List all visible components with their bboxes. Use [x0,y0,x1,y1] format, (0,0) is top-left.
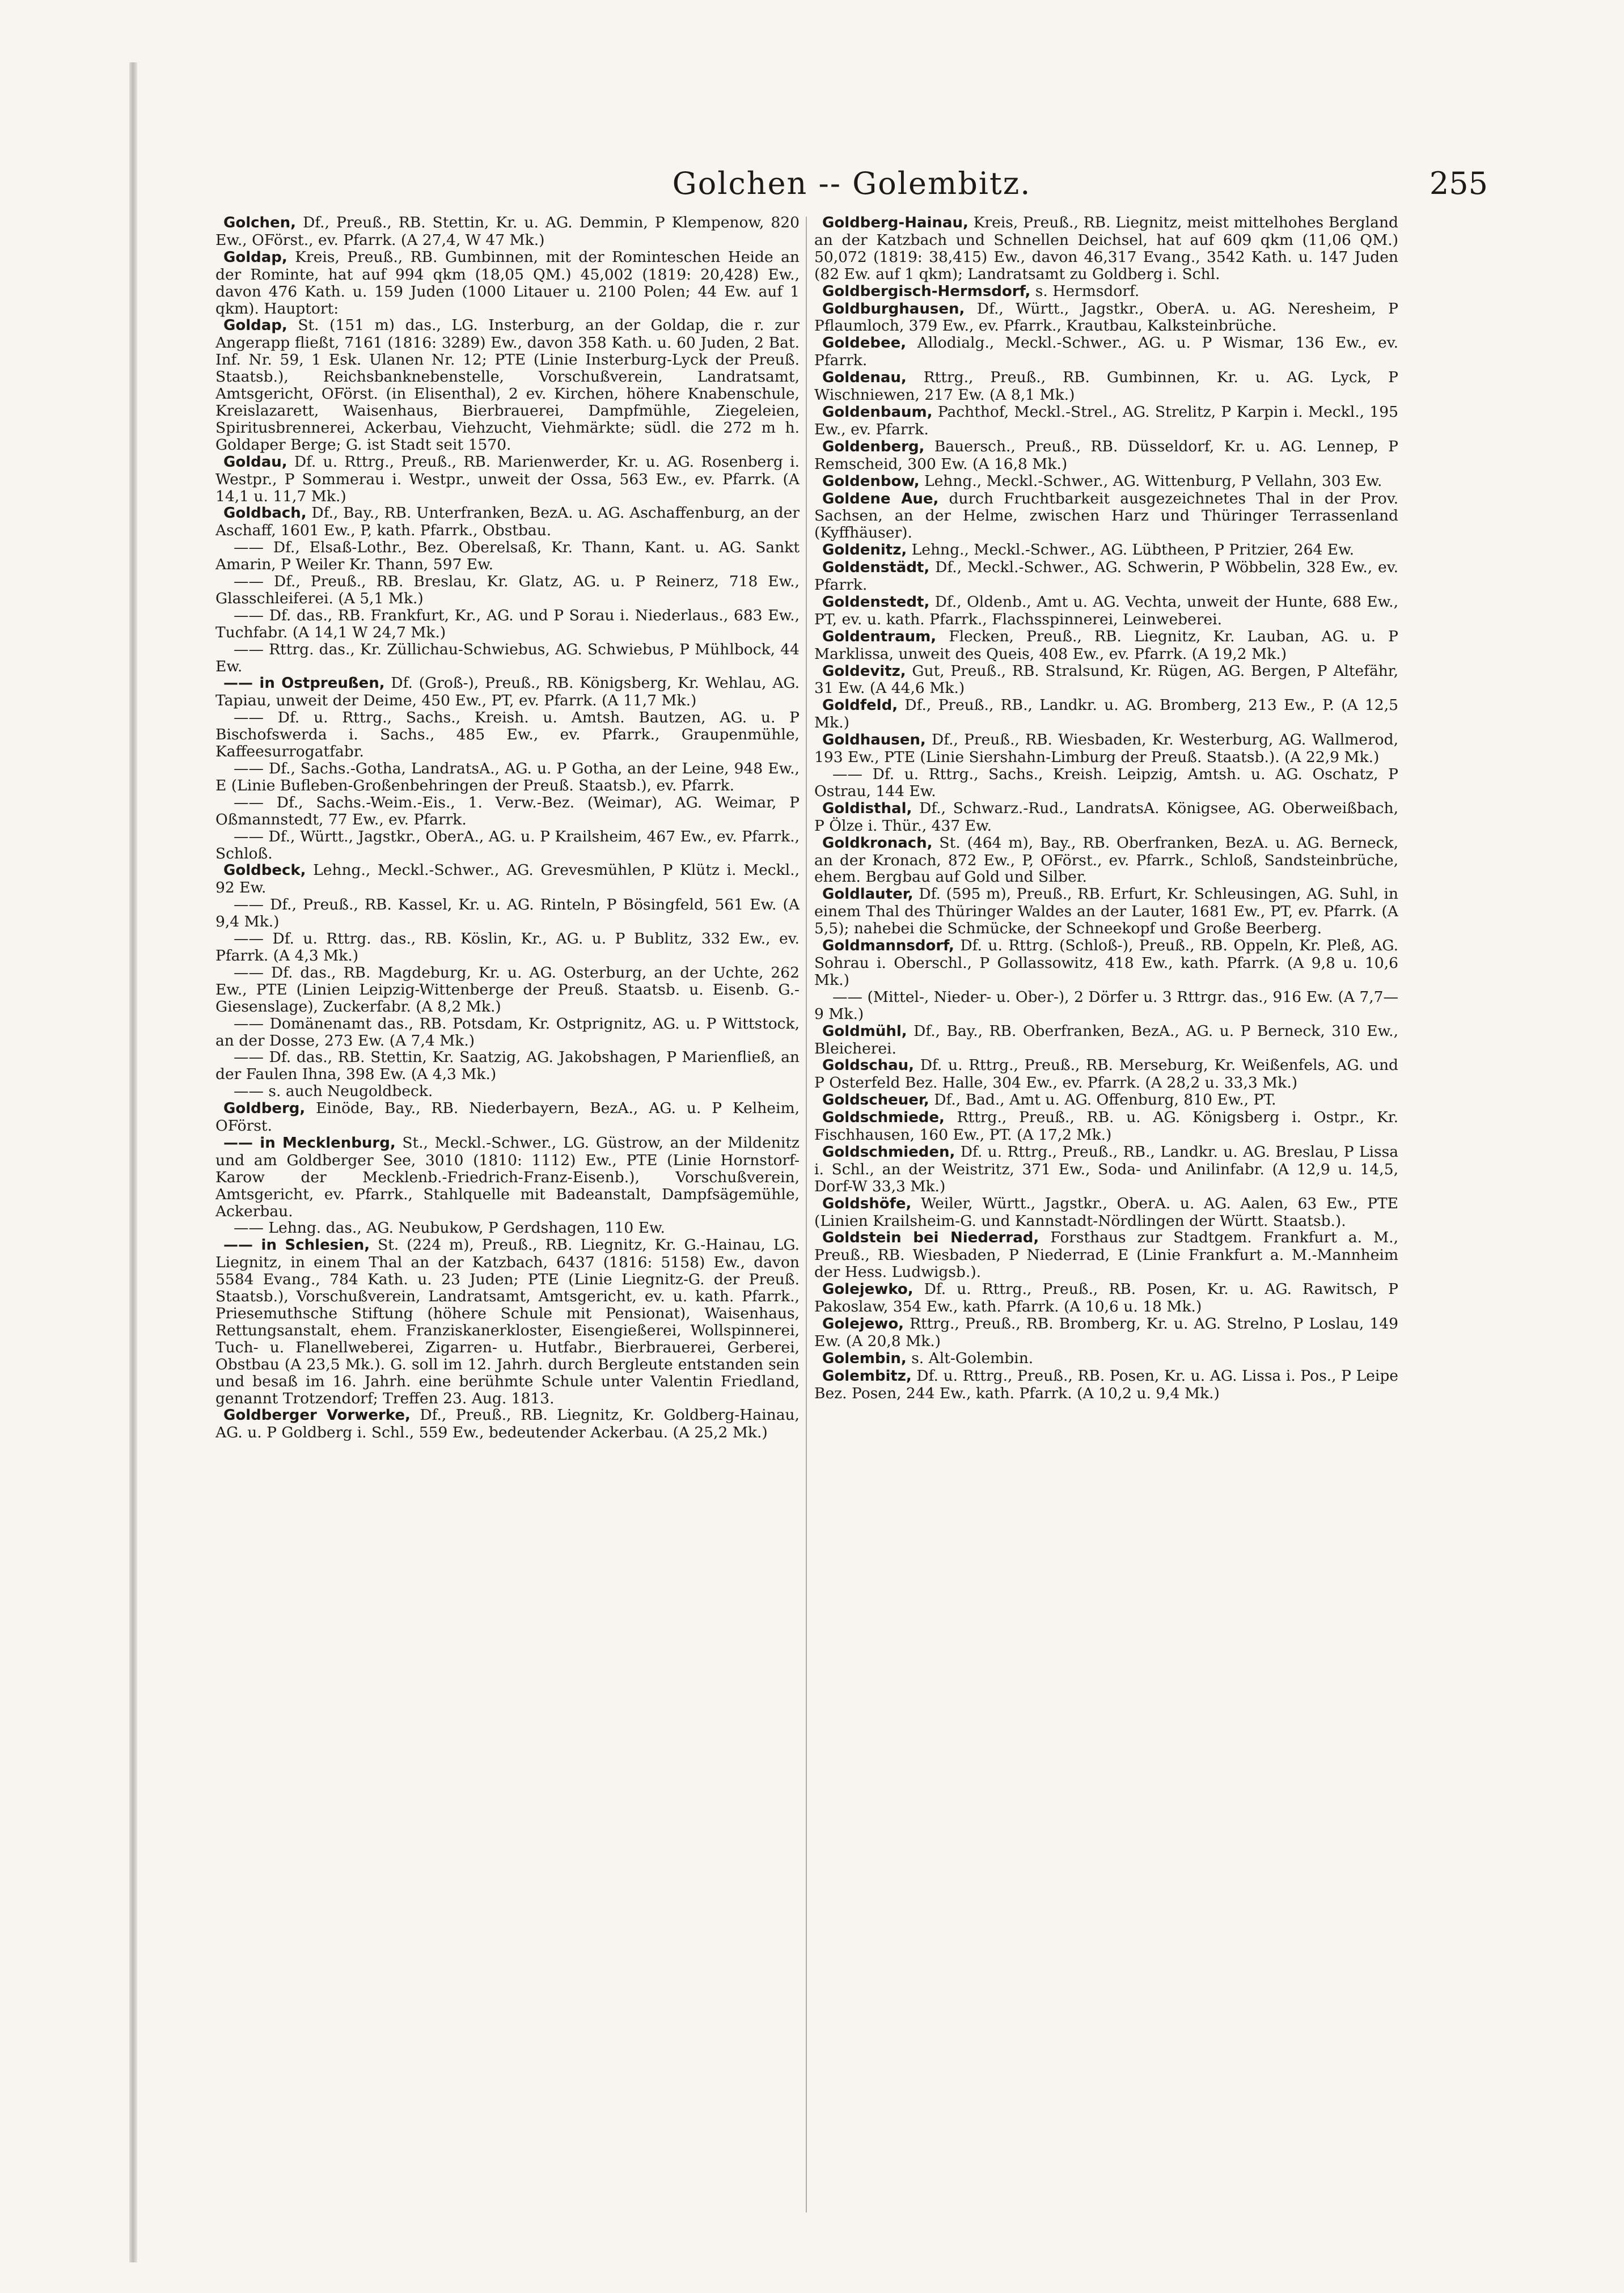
page-number: 255 [1429,166,1488,201]
gazetteer-entry [814,1281,1398,1315]
entry-text: s. Alt-Golembin. [906,1349,1034,1367]
running-header [215,163,1488,204]
entry-text: Df. (595 m), Preuß., RB. Erfurt, Kr. Schleusingen, AG. Suhl, in einem Thal des Thüringer Waldes an der Lauter, 1681 Ew., PT, ev. Pfarrk. (A 5,5); nahebei die Schmücke, der Schneekopf und Große Beerberg. [814,885,1398,938]
gazetteer-entry [814,559,1398,594]
entry-text: —— Df., Sachs.-Gotha, LandratsA., AG. u. P Gotha, an der Leine, 948 Ew., E (Linie Bufleben-Großenbehringen der Preuß. Staatsb.), ev. Pfarrk. [215,760,800,794]
entry-text: —— Df. u. Rttrg., Sachs., Kreish. Leipzig, Amtsh. u. AG. Oschatz, P Ostrau, 144 Ew. [814,765,1398,800]
entry-headword: Goldhausen, [822,731,926,749]
gazetteer-entry [215,1220,800,1237]
entry-headword: Goldschau, [822,1057,915,1074]
gazetteer-entry [814,1350,1398,1368]
entry-headword: Golembin, [822,1349,907,1367]
entry-headword: Goldenau, [822,369,907,387]
left-column [215,214,800,2244]
gazetteer-entry [814,886,1398,937]
entry-text: Df., Preuß., RB. Stettin, Kr. u. AG. Demmin, P Klempenow, 820 Ew., OFörst., ev. Pfarrk. (A 27,4, W 47 Mk.) [215,214,800,249]
entry-text: Df., Bad., Amt u. AG. Offenburg, 810 Ew., PT. [929,1091,1276,1109]
entry-headword: Goldenitz, [822,541,907,559]
gazetteer-entry [215,454,800,505]
entry-text: Df., Württ., Jagstkr., OberA. u. AG. Neresheim, P Pflaumloch, 379 Ew., ev. Pfarrk., Krautbau, Kalksteinbrüche. [814,299,1398,335]
entry-headword: Goldenbaum, [822,403,933,421]
entry-text: Df., Preuß., RB., Landkr. u. AG. Bromberg, 213 Ew., P. (A 12,5 Mk.) [814,696,1398,732]
entry-text: —— Df., Elsaß-Lothr., Bez. Oberelsaß, Kr. Thann, Kant. u. AG. Sankt Amarin, P Weiler Kr. Thann, 597 Ew. [215,539,800,574]
entry-text: —— Domänenamt das., RB. Potsdam, Kr. Ostprignitz, AG. u. P Wittstock, an der Dosse, 273 Ew. (A 7,4 Mk.) [215,1014,800,1050]
entry-text: Df. (Groß-), Preuß., RB. Königsberg, Kr. Wehlau, AG. Tapiau, unweit der Deime, 450 Ew., PT, ev. Pfarrk. (A 11,7 Mk.) [215,674,800,710]
gazetteer-entry [814,663,1398,697]
entry-text: —— (Mittel-, Nieder- u. Ober-), 2 Dörfer u. 3 Rttrgr. das., 916 Ew. (A 7,7—9 Mk.) [814,988,1398,1023]
binding-edge-shadow [129,62,137,2262]
entry-text: Df. u. Rttrg., Preuß., RB. Posen, Kr. u. AG. Lissa i. Pos., P Leipe Bez. Posen, 244 Ew., kath. Pfarrk. (A 10,2 u. 9,4 Mk.) [814,1367,1398,1402]
entry-headword: Goldmühl, [822,1022,907,1040]
entry-text: Lehng., Meckl.-Schwer., AG. Lübtheen, P Pritzier, 264 Ew. [907,541,1355,559]
gazetteer-entry [814,1229,1398,1281]
entry-text: Kreis, Preuß., RB. Liegnitz, meist mittelhohes Bergland an der Katzbach und Schnellen Deichsel, hat auf 609 qkm (11,06 QM.) 50,072 (1819: 38,415) Ew., davon 46,317 Evang., 3542 Kath. u. 147 Juden (82 Ew. auf 1 qkm); Landratsamt zu Goldberg i. Schl. [814,214,1398,283]
entry-text: St., Meckl.-Schwer., LG. Güstrow, an der Mildenitz und am Goldberger See, 3010 (1810: 1112) Ew., PTE (Linie Hornstorf-Karow der Mecklenb.-Friedrich-Franz-Eisenb.), Vorschußverein, Amtsgericht, ev. Pfarrk., Stahlquelle mit Badeanstalt, Dampfsägemühle, Ackerbau. [215,1133,800,1220]
entry-headword: Goldenberg, [822,438,925,455]
entry-headword: Goldenstedt, [822,593,930,611]
entry-text: Df., Bay., RB. Unterfranken, BezA. u. AG. Aschaffenburg, an der Aschaff, 1601 Ew., P, kath. Pfarrk., Obstbau. [215,504,800,540]
entry-headword: Goldisthal, [822,799,912,817]
gazetteer-entry [814,1023,1398,1057]
entry-headword: Goldbergisch-Hermsdorf, [822,282,1031,300]
column-divider [806,217,807,2212]
gazetteer-entry [215,828,800,862]
entry-headword: —— in Mecklenburg, [223,1134,396,1152]
entry-headword: Goldenbow, [822,472,920,490]
entry-headword: Goldberg-Hainau, [822,214,969,231]
entry-headword: Goldkronach, [822,834,933,852]
entry-text: Df., Oldenb., Amt u. AG. Vechta, unweit der Hunte, 688 Ew., PT, ev. u. kath. Pfarrk., Flachsspinnerei, Leinweberei. [814,593,1398,628]
gazetteer-entry [215,1407,800,1441]
entry-text: Rttrg., Preuß., RB. u. AG. Königsberg i. Ostpr., Kr. Fischhausen, 160 Ew., PT. (A 17,2 Mk.) [814,1109,1398,1144]
entry-headword: Goldberger Vorwerke, [223,1407,411,1424]
entry-text: Gut, Preuß., RB. Stralsund, Kr. Rügen, AG. Bergen, P Altefähr, 31 Ew. (A 44,6 Mk.) [814,662,1398,697]
entry-headword: —— in Schlesien, [223,1237,370,1254]
entry-headword: Goldebee, [822,335,907,352]
entry-headword: Goldap, [223,317,287,335]
gazetteer-entry [814,697,1398,731]
entry-text: Rttrg., Preuß., RB. Bromberg, Kr. u. AG. Strelno, P Loslau, 149 Ew. (A 20,8 Mk.) [814,1315,1398,1350]
entry-text: —— Df. u. Rttrg. das., RB. Köslin, Kr., AG. u. P Bublitz, 332 Ew., ev. Pfarrk. (A 4,3 Mk.) [215,930,800,964]
gazetteer-entry [215,709,800,760]
entry-text: Kreis, Preuß., RB. Gumbinnen, mit der Rominteschen Heide an der Rominte, hat auf 994 qkm (18,05 QM.) 45,002 (1819: 20,428) Ew., davon 476 Kath. u. 159 Juden (1000 Litauer u. 2100 Polen; 44 Ew. auf 1 qkm). Hauptort: [215,248,800,318]
gazetteer-entry [814,541,1398,559]
gazetteer-entry [215,249,800,318]
gazetteer-entry [215,794,800,828]
entry-text: St. (464 m), Bay., RB. Oberfranken, BezA. u. AG. Berneck, an der Kronach, 872 Ew., P, OFörst., ev. Pfarrk., Schloß, Sandsteinbrüche, ehem. Bergbau auf Gold und Silber. [814,834,1398,886]
gazetteer-entry [814,369,1398,404]
gazetteer-entry [215,1135,800,1220]
entry-headword: Goldschmieden, [822,1143,955,1161]
entry-text: s. Hermsdorf. [1030,282,1140,300]
entry-headword: Goldbach, [223,505,307,522]
entry-text: Df., Bay., RB. Oberfranken, BezA., AG. u. P Berneck, 310 Ew., Bleicherei. [814,1022,1398,1057]
entry-text: —— Df. u. Rttrg., Sachs., Kreish. u. Amtsh. Bautzen, AG. u. P Bischofswerda i. Sachs., 485 Ew., ev. Pfarrk., Graupenmühle, Kaffeesurrogatfabr. [215,709,800,761]
gazetteer-entry [215,214,800,249]
entry-text: Df. u. Rttrg., Preuß., RB., Landkr. u. AG. Breslau, P Lissa i. Schl., an der Weistritz, 371 Ew., Soda- und Anilinfabr. (A 12,9 u. 14,5, Dorf-W 33,3 Mk.) [814,1143,1398,1195]
gazetteer-entry [814,835,1398,886]
gazetteer-entry [814,731,1398,766]
entry-headword: Goldscheuer, [822,1091,929,1109]
entry-text: Df., Preuß., RB. Liegnitz, Kr. Goldberg-Hainau, AG. u. P Goldberg i. Schl., 559 Ew., bedeutender Ackerbau. (A 25,2 Mk.) [215,1406,800,1442]
gazetteer-entry [215,607,800,641]
entry-headword: Golejewo, [822,1315,904,1332]
entry-headword: Golembitz, [822,1367,912,1385]
entry-headword: Goldfeld, [822,697,898,714]
gazetteer-entry [215,1016,800,1050]
gazetteer-entry [814,1109,1398,1144]
entry-headword: Golejewko, [822,1281,914,1298]
entry-text: —— Df., Württ., Jagstkr., OberA., AG. u. P Krailsheim, 467 Ew., ev. Pfarrk., Schloß. [215,827,800,862]
entry-text: —— Df. das., RB. Stettin, Kr. Saatzig, AG. Jakobshagen, P Marienfließ, an der Faulen Ihna, 398 Ew. (A 4,3 Mk.) [215,1048,800,1084]
gazetteer-entry [215,573,800,607]
entry-headword: Goldbeck, [223,862,306,879]
entry-text: Rttrg., Preuß., RB. Gumbinnen, Kr. u. AG. Lyck, P Wischniewen, 217 Ew. (A 8,1 Mk.) [814,369,1398,404]
entry-text: —— Lehng. das., AG. Neubukow, P Gerdshagen, 110 Ew. [234,1219,665,1237]
gazetteer-entry [215,505,800,539]
entry-text: Df., Preuß., RB. Wiesbaden, Kr. Westerburg, AG. Wallmerod, 193 Ew., PTE (Linie Siershahn-Limburg der Preuß. Staatsb.). (A 22,9 Mk.) [814,731,1398,767]
gazetteer-entry [215,930,800,964]
gazetteer-entry [814,989,1398,1023]
entry-text: Einöde, Bay., RB. Niederbayern, BezA., AG. u. P Kelheim, OFörst. [215,1099,800,1135]
entry-headword: Goldberg, [223,1100,306,1118]
entry-headword: Goldschmiede, [822,1109,945,1127]
entry-text: Weiler, Württ., Jagstkr., OberA. u. AG. Aalen, 63 Ew., PTE (Linien Krailsheim-G. und Kannstadt-Nördlingen der Württ. Staatsb.). [814,1194,1398,1230]
gazetteer-entry [814,800,1398,835]
entry-headword: Goldlauter, [822,886,914,903]
gazetteer-entry [814,594,1398,628]
entry-text: durch Fruchtbarkeit ausgezeichnetes Thal in der Prov. Sachsen, an der Helme, zwischen Harz und Thüringer Terrassenland (Kyffhäuser). [814,489,1398,542]
entry-headword: Goldap, [223,248,287,266]
entry-headword: Goldmannsdorf, [822,937,954,955]
gazetteer-entry [215,1083,800,1100]
entry-text: Df., Schwarz.-Rud., LandratsA. Königsee, AG. Oberweißbach, P Ölze i. Thür., 437 Ew. [814,799,1398,835]
gazetteer-entry [215,862,800,896]
entry-text: —— Df. das., RB. Frankfurt, Kr., AG. und P Sorau i. Niederlaus., 683 Ew., Tuchfabr. (A 14,1 W 24,7 Mk.) [215,606,800,641]
gazetteer-entry [814,1195,1398,1230]
gazetteer-entry [215,760,800,794]
gazetteer-entry [814,301,1398,335]
entry-headword: Goldene Aue, [822,490,939,507]
entry-text: Allodialg., Meckl.-Schwer., AG. u. P Wismar, 136 Ew., ev. Pfarrk. [814,334,1398,370]
entry-headword: Goldburghausen, [822,300,965,318]
gazetteer-entry [814,214,1398,283]
entry-text: Lehng., Meckl.-Schwer., AG. Grevesmühlen, P Klütz i. Meckl., 92 Ew. [215,861,800,897]
gazetteer-entry [814,1368,1398,1402]
entry-text: St. (151 m) das., LG. Insterburg, an der Goldap, die r. zur Angerapp fließt, 7161 (1816: 3289) Ew., davon 358 Kath. u. 60 Juden, 2 Bat. Inf. Nr. 59, 1 Esk. Ulanen Nr. 12; PTE (Linie Insterburg-Lyck der Preuß. Staatsb.), Reichsbanknebenstelle, Vorschußverein, Landratsamt, Amtsgericht, OFörst. (in Elisenthal), 2 ev. Kirchen, höhere Knabenschule, Kreislazarett, Waisenhaus, Bierbrauerei, Dampfmühle, Ziegeleien, Spiritusbrennerei, Ackerbau, Viehzucht, Viehmärkte; südl. die 272 m h. Goldaper Berge; G. ist Stadt seit 1570. [215,316,800,454]
entry-text: Lehng., Meckl.-Schwer., AG. Wittenburg, P Vellahn, 303 Ew. [919,472,1382,490]
entry-headword: Goldentraum, [822,628,937,645]
page-title: Golchen -- Golembitz. [672,166,1031,201]
entry-text: Forsthaus zur Stadtgem. Frankfurt a. M., Preuß., RB. Wiesbaden, P Niederrad, E (Linie Frankfurt a. M.-Mannheim der Hess. Ludwigsb.). [814,1229,1398,1281]
gazetteer-entry [814,283,1398,301]
entry-text: —— Df., Preuß., RB. Breslau, Kr. Glatz, AG. u. P Reinerz, 718 Ew., Glasschleiferei. (A 5,1 Mk.) [215,573,800,607]
entry-headword: Goldshöfe, [822,1195,912,1212]
entry-headword: Goldstein bei Niederrad, [822,1229,1039,1247]
entry-text: Df. u. Rttrg. (Schloß-), Preuß., RB. Oppeln, Kr. Pleß, AG. Sohrau i. Oberschl., P Gollassowitz, 418 Ew., kath. Pfarrk. (A 9,8 u. 10,6 Mk.) [814,937,1398,989]
gazetteer-entry [215,964,800,1016]
entry-headword: —— in Ostpreußen, [223,675,385,692]
gazetteer-entry [215,539,800,573]
entry-text: Flecken, Preuß., RB. Liegnitz, Kr. Lauban, AG. u. P Marklissa, unweit des Queis, 408 Ew., ev. Pfarrk. (A 19,2 Mk.) [814,627,1398,663]
entry-text: —— s. auch Neugoldbeck. [234,1082,433,1101]
entry-headword: Goldenstädt, [822,559,930,577]
gazetteer-entry [215,675,800,709]
gazetteer-entry [814,1091,1398,1109]
entry-headword: Goldevitz, [822,662,906,680]
gazetteer-entry [814,404,1398,438]
gazetteer-entry [814,335,1398,369]
gazetteer-entry [215,1237,800,1407]
gazetteer-entry [215,317,800,453]
gazetteer-entry [215,1049,800,1083]
gazetteer-entry [814,628,1398,663]
gazetteer-entry [215,1100,800,1135]
entry-text: —— Df., Preuß., RB. Kassel, Kr. u. AG. Rinteln, P Bösingfeld, 561 Ew. (A 9,4 Mk.) [215,896,800,931]
entry-text: St. (224 m), Preuß., RB. Liegnitz, Kr. G.-Hainau, LG. Liegnitz, in einem Thal an der Katzbach, 6437 (1816: 5158) Ew., davon 5584 Evang., 784 Kath. u. 23 Juden; PTE (Linie Liegnitz-G. der Preuß. Staatsb.), Vorschußverein, Landratsamt, Amtsgericht, ev. u. kath. Pfarrk., Priesemuthsche Stiftung (höhere Schule mit Pensionat), Waisenhaus, Rettungsanstalt, ehem. Franziskanerkloster, Eisengießerei, Wollspinnerei, Tuch- u. Flanellweberei, Zigarren- u. Hutfabr., Bierbrauerei, Gerberei, Obstbau (A 23,5 Mk.). G. soll im 12. Jahrh. durch Bergleute entstanden sein und besaß im 16. Jahrh. eine berühmte Schule unter Valentin Friedland, genannt Trotzendorf; Treffen 23. Aug. 1813. [215,1236,800,1407]
gazetteer-entry [814,1315,1398,1350]
entry-text: Df. u. Rttrg., Preuß., RB. Marienwerder, Kr. u. AG. Rosenberg i. Westpr., P Sommerau i. Westpr., unweit der Ossa, 563 Ew., ev. Pfarrk. (A 14,1 u. 11,7 Mk.) [215,452,800,505]
gazetteer-entry [814,766,1398,800]
entry-headword: Golchen, [223,214,297,231]
gazetteer-entry [215,896,800,930]
gazetteer-entry [814,1144,1398,1195]
entry-text: Pachthof, Meckl.-Strel., AG. Strelitz, P Karpin i. Meckl., 195 Ew., ev. Pfarrk. [814,403,1398,438]
entry-text: Df. u. Rttrg., Preuß., RB. Posen, Kr. u. AG. Rawitsch, P Pakoslaw, 354 Ew., kath. Pfarrk. (A 10,6 u. 18 Mk.) [814,1280,1398,1316]
right-column [814,214,1398,2244]
entry-text: Df. u. Rttrg., Preuß., RB. Merseburg, Kr. Weißenfels, AG. und P Osterfeld Bez. Halle, 304 Ew., ev. Pfarrk. (A 28,2 u. 33,3 Mk.) [814,1056,1398,1092]
gazetteer-entry [215,641,800,675]
gazetteer-entry [814,937,1398,989]
entry-text: Df., Meckl.-Schwer., AG. Schwerin, P Wöbbelin, 328 Ew., ev. Pfarrk. [814,559,1398,594]
entry-headword: Goldau, [223,453,287,471]
entry-text: —— Df. das., RB. Magdeburg, Kr. u. AG. Osterburg, an der Uchte, 262 Ew., PTE (Linien Leipzig-Wittenberge der Preuß. Staatsb. u. Eisenb. G.-Giesenslage), Zuckerfabr. (A 8,2 Mk.) [215,963,800,1016]
gazetteer-entry [814,490,1398,542]
gazetteer-entry [814,1057,1398,1091]
gazetteer-entry [814,438,1398,473]
entry-text: —— Df., Sachs.-Weim.-Eis., 1. Verw.-Bez. (Weimar), AG. Weimar, P Oßmannstedt, 77 Ew., ev. Pfarrk. [215,793,800,828]
entry-text: Bauersch., Preuß., RB. Düsseldorf, Kr. u. AG. Lennep, P Remscheid, 300 Ew. (A 16,8 Mk.) [814,437,1398,473]
entry-text: —— Rttrg. das., Kr. Züllichau-Schwiebus, AG. Schwiebus, P Mühlbock, 44 Ew. [215,640,800,675]
gazetteer-entry [814,473,1398,490]
